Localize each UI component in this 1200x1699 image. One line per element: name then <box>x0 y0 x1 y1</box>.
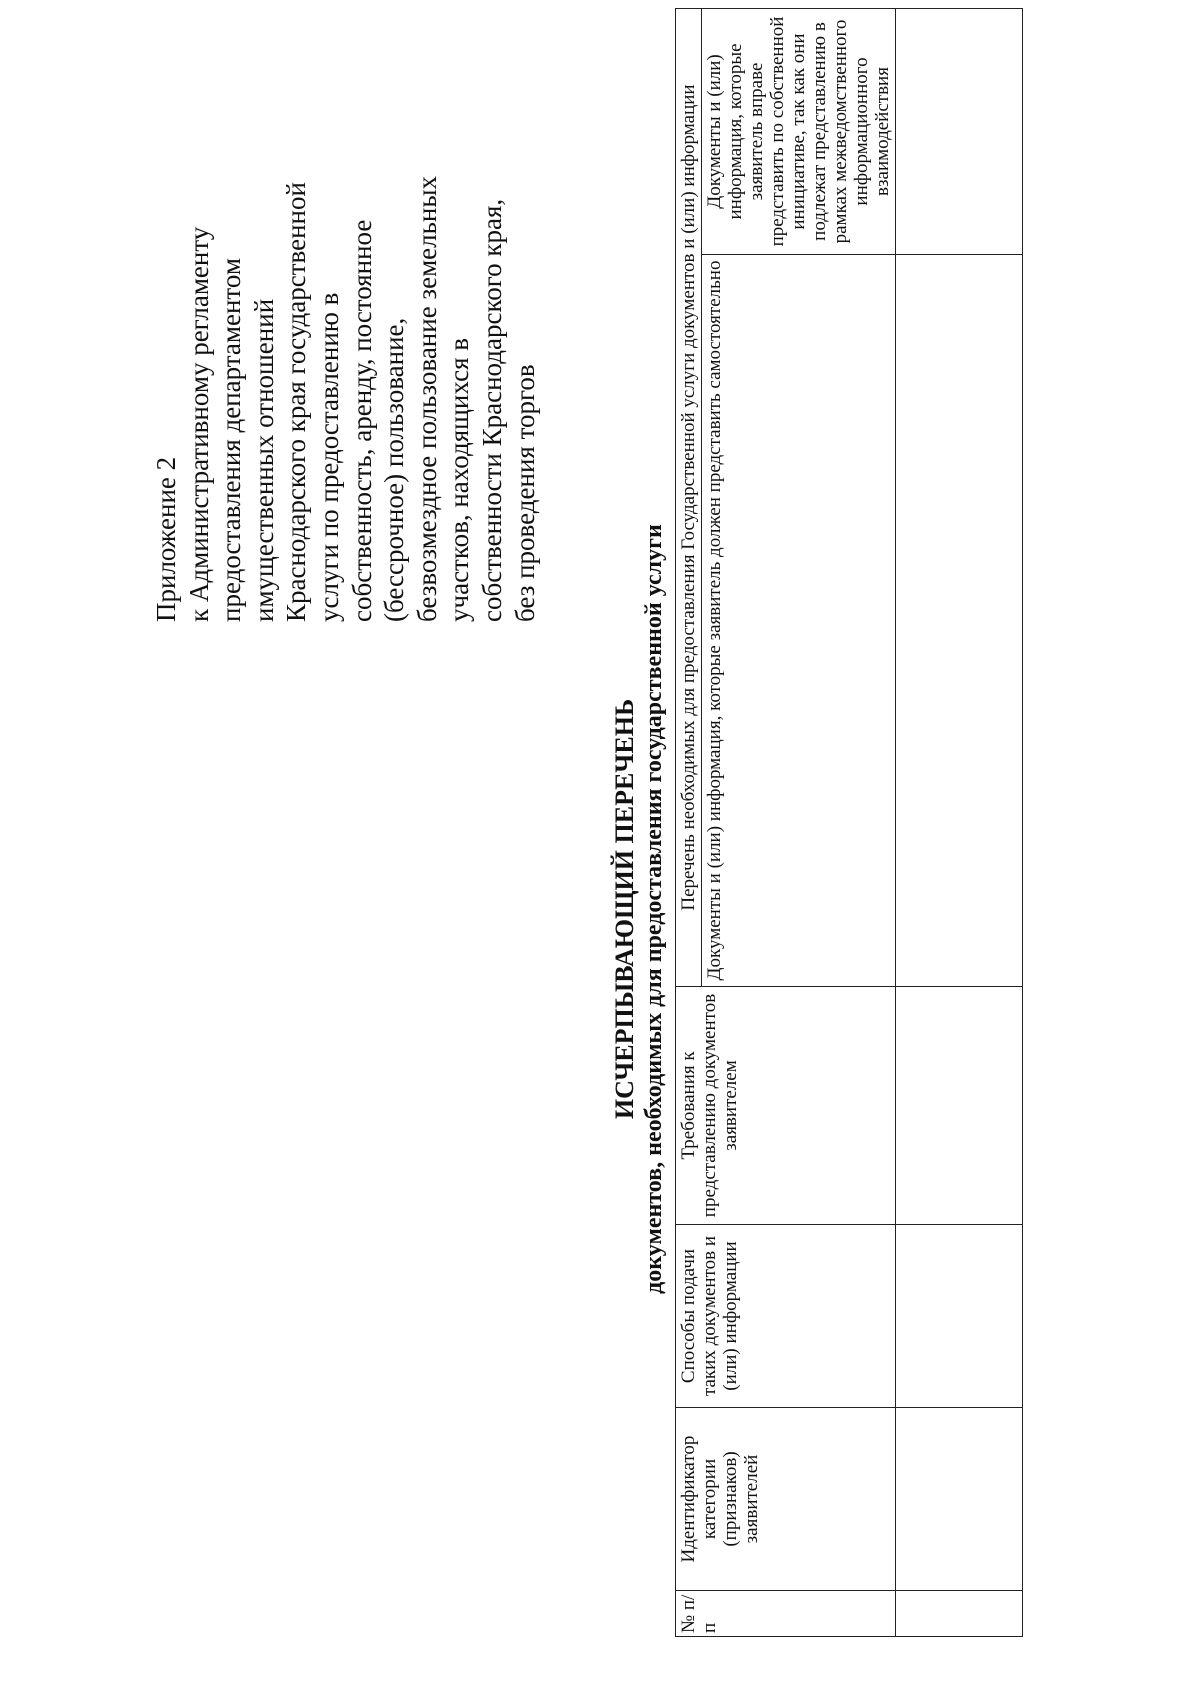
table-row <box>896 9 1023 1637</box>
header-requirements: Требования к представлению документов заявителем <box>676 987 896 1225</box>
appendix-line: без проведения торгов <box>509 364 540 622</box>
document-subtitle: документов, необходимых для предоставления государственной услуги <box>641 524 667 1294</box>
table-header-row <box>676 9 702 1637</box>
appendix-line: участков, находящихся в <box>444 338 475 622</box>
header-self-documents: Документы и (или) информация, которые заявитель должен представить самостоятельно <box>702 255 896 987</box>
table-cell <box>896 987 1023 1225</box>
table-cell <box>896 1225 1023 1408</box>
header-list-group: Перечень необходимых для предоставления Государственной услуги документов и (или) информации <box>676 9 702 987</box>
header-optional-documents: Документы и (или) информация, которые заявитель вправе представить по собственной инициативе, так как они подлежат представлению в рамках межведомственного информационного взаимодействия <box>702 9 896 255</box>
header-methods: Способы подачи таких документов и (или) информации <box>676 1225 896 1408</box>
appendix-block <box>150 62 541 622</box>
table-cell <box>896 1408 1023 1591</box>
appendix-line: имущественных отношений <box>248 298 279 622</box>
appendix-line: собственность, аренду, постоянное <box>346 219 377 622</box>
appendix-line: безвозмездное пользование земельных <box>411 175 442 622</box>
table-cell <box>896 1591 1023 1637</box>
appendix-line: услуги по предоставлению в <box>313 292 344 622</box>
appendix-line: предоставления департаментом <box>216 258 247 622</box>
header-identifier: Идентификатор категории (признаков) заявителей <box>676 1408 896 1591</box>
header-number: № п/п <box>676 1591 896 1637</box>
document-title: ИСЧЕРПЫВАЮЩИЙ ПЕРЕЧЕНЬ <box>610 698 639 1120</box>
appendix-line: (бессрочное) пользование, <box>379 317 410 622</box>
appendix-line: Приложение 2 <box>151 456 181 622</box>
table-cell <box>896 9 1023 255</box>
documents-table <box>675 8 1023 1637</box>
table-cell <box>896 255 1023 987</box>
appendix-line: собственности Краснодарского края, <box>476 198 507 622</box>
appendix-line: к Административному регламенту <box>183 226 214 622</box>
appendix-line: Краснодарского края государственной <box>281 182 312 622</box>
